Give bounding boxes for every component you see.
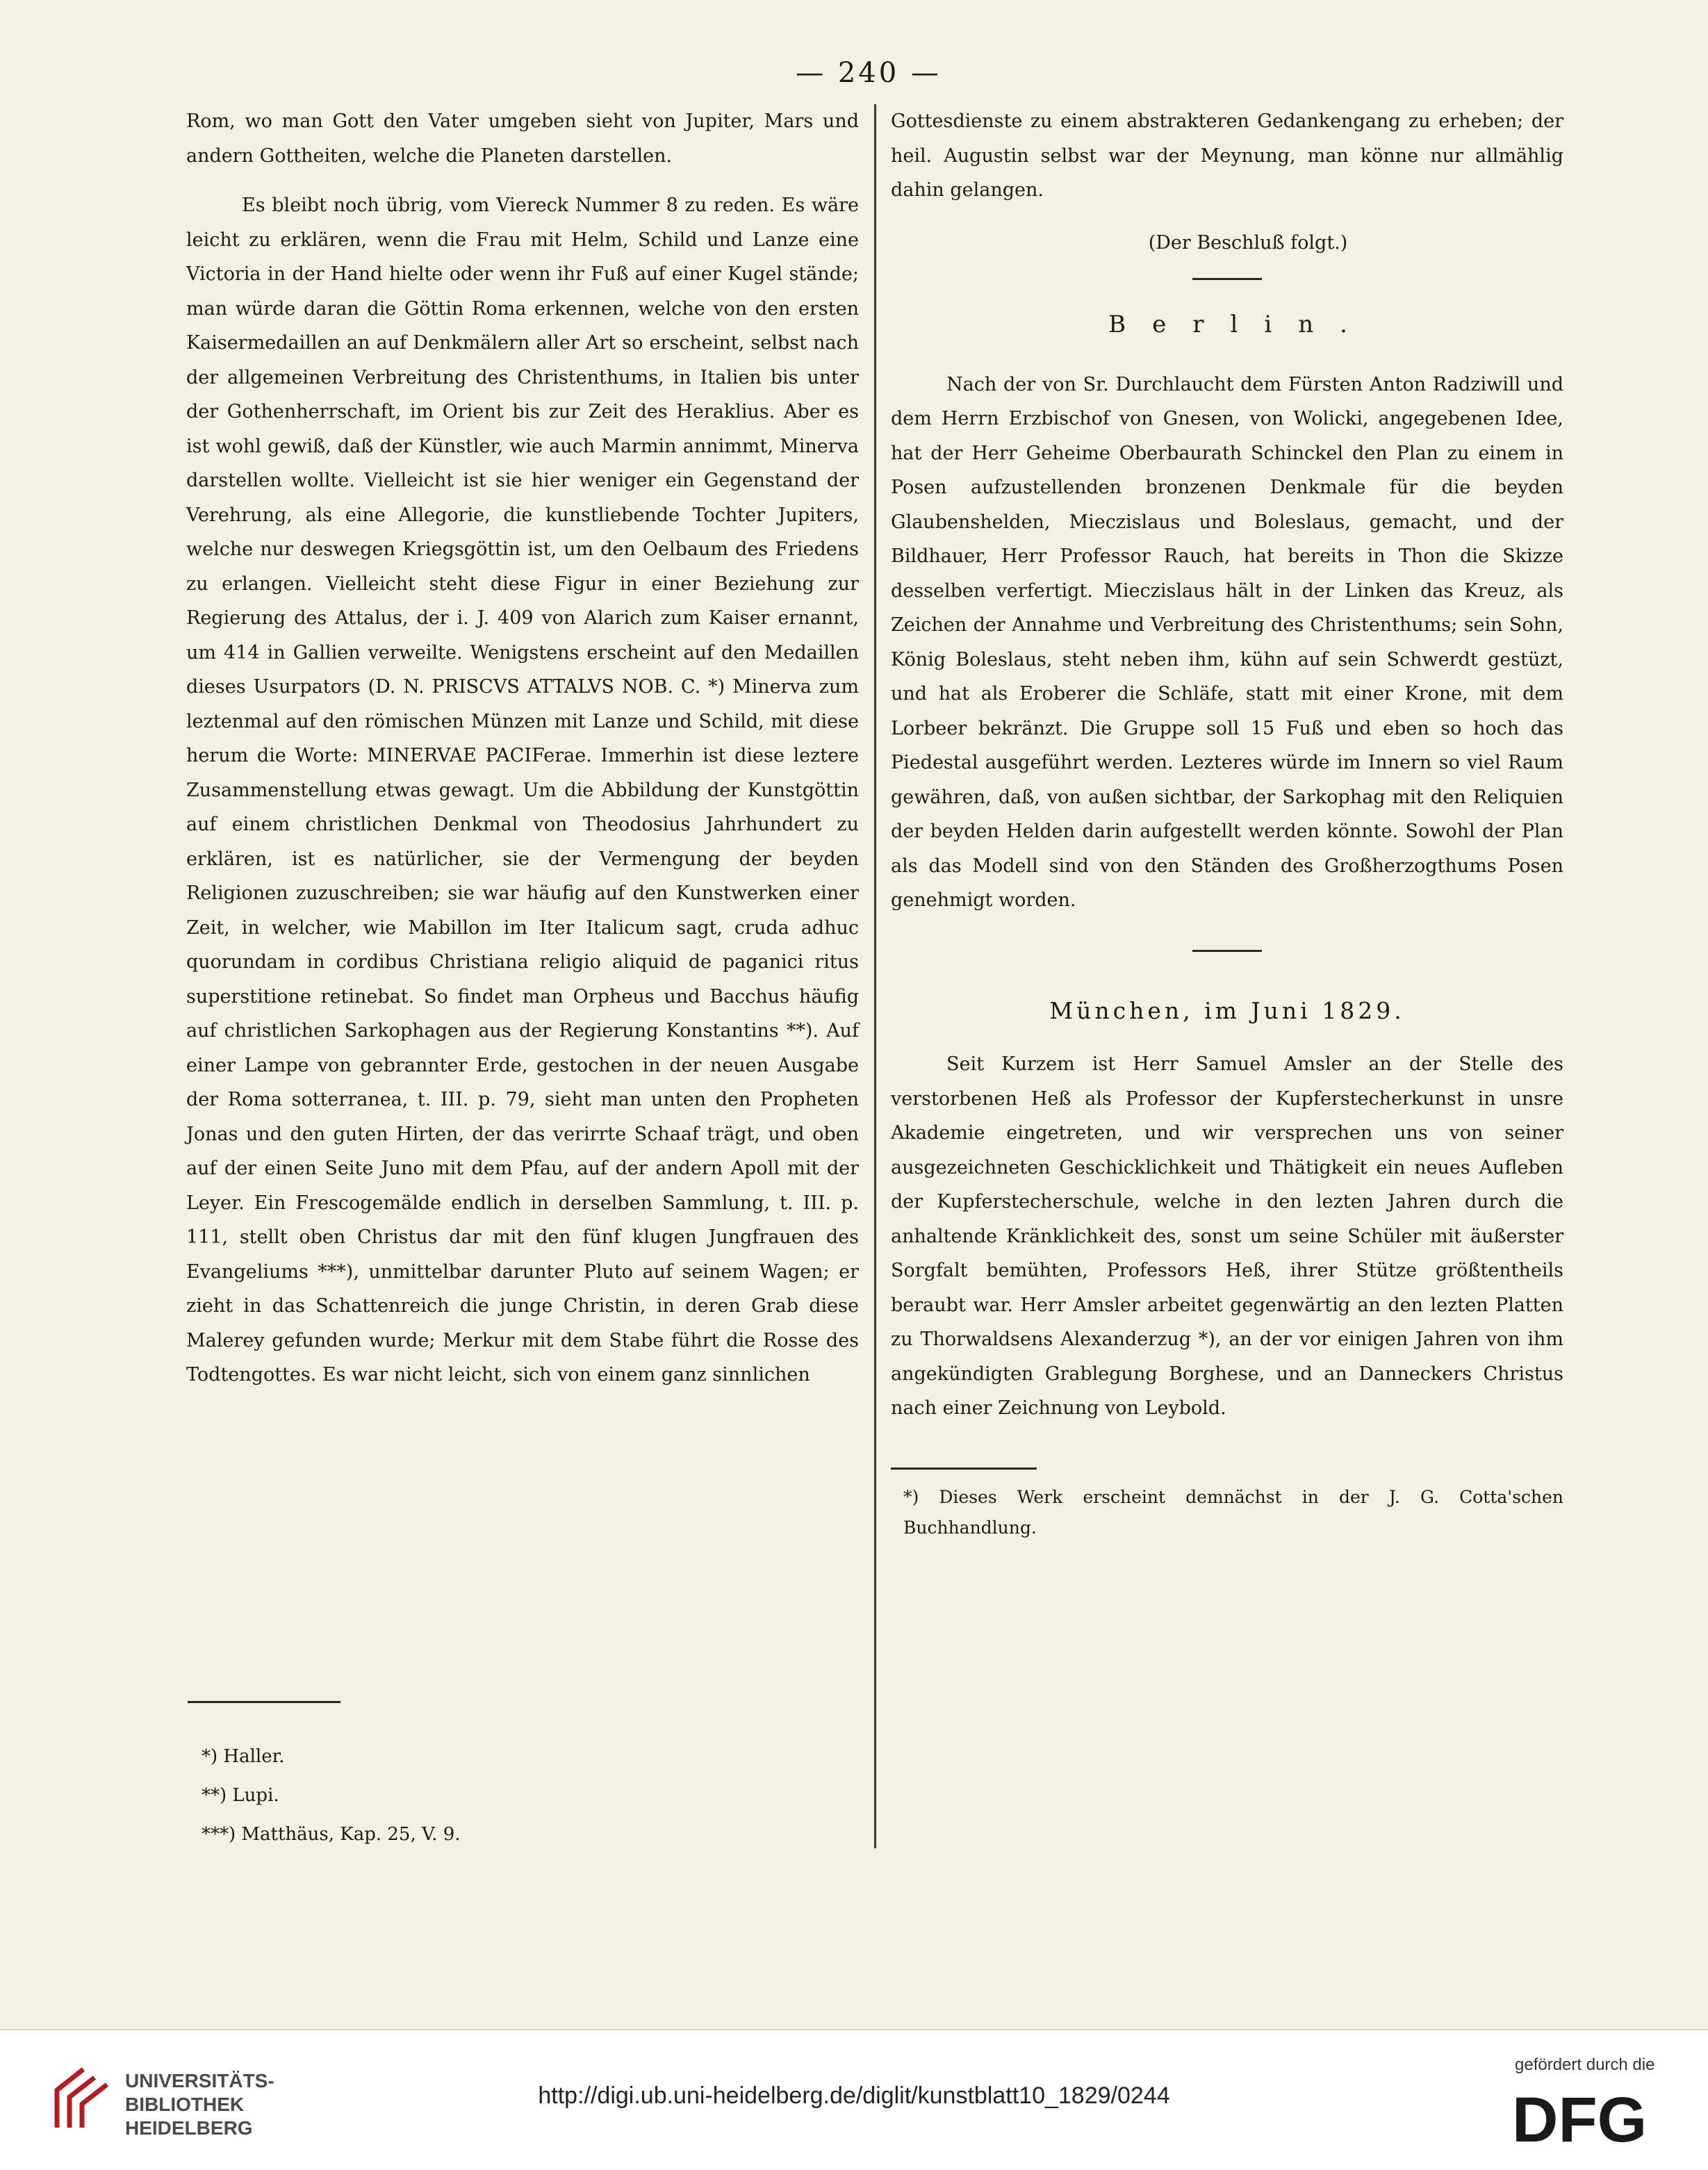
footnote-rule-left — [188, 1701, 340, 1703]
permalink-url[interactable]: http://digi.ub.uni-heidelberg.de/diglit/kunstblatt10_1829/0244 — [538, 2082, 1170, 2109]
dfg-logo-icon — [1512, 2089, 1686, 2147]
heading-munich: München, im Juni 1829. — [1049, 996, 1405, 1024]
left-column — [186, 104, 859, 1392]
left-paragraph-1: Rom, wo man Gott den Vater umgeben sieht von Jupiter, Mars und andern Gottheiten, welche die Planeten darstellen. — [186, 110, 859, 167]
footnote-lupi: **) Lupi. — [202, 1785, 279, 1806]
column-divider — [874, 104, 876, 1848]
munich-article: Seit Kurzem ist Herr Samuel Amsler an der Stelle des verstorbenen Heß als Professor der Kupferstecherkunst in unsre Akademie eingetreten, und wir versprechen uns von seiner ausgezeichneten Geschicklichkeit und Thätigkeit ein neues Aufleben der Kupferstecherschule, welche in den lezten Jahren durch die anhaltende Kränklichkeit des, sonst um seine Schüler mit äußerster Sorgfalt bemühten, Professors Heß, ihrer Stütze größtentheils beraubt war. Herr Amsler arbeitet gegenwärtig an den lezten Platten zu Thorwaldsens Alexanderzug *), an der vor einigen Jahren von ihm angekündigten Grablegung Borghese, und an Danneckers Christus nach einer Zeichnung von Leybold. — [891, 1053, 1563, 1419]
footnote-haller: *) Haller. — [202, 1746, 285, 1767]
left-footnotes — [202, 1737, 461, 1854]
section-separator — [1192, 278, 1262, 280]
right-continuation: Gottesdienste zu einem abstrakteren Gedankengang zu erheben; der heil. Augustin selbst war der Meynung, man könne nur allmählig dahin gelangen. — [891, 110, 1563, 201]
section-separator — [1192, 950, 1262, 952]
funded-by-label: gefördert durch die — [1515, 2055, 1655, 2074]
right-column — [891, 104, 1563, 1543]
left-paragraph-2: Es bleibt noch übrig, vom Viereck Nummer 8 zu reden. Es wäre leicht zu erklären, wenn die Frau mit Helm, Schild und Lanze eine Victoria in der Hand hielte oder wenn ihr Fuß auf einer Kugel stände; man würde daran die Göttin Roma erkennen, welche von den ersten Kaisermedaillen an auf Denkmälern aller Art so erscheint, selbst nach der allgemeinen Verbreitung des Christenthums, in Italien bis unter der Gothenherrschaft, im Orient bis zur Zeit des Heraklius. Aber es ist wohl gewiß, daß der Künstler, wie auch Marmin annimmt, Minerva darstellen wollte. Vielleicht ist sie hier weniger ein Gegenstand der Verehrung, als eine Allegorie, die kunstliebende Tochter Jupiters, welche nur deswegen Kriegsgöttin ist, um den Oelbaum des Friedens zu erlangen. Vielleicht steht diese Figur in einer Beziehung zur Regierung des Attalus, der i. J. 409 von Alarich zum Kaiser ernannt, um 414 in Gallien verweilte. Wenigstens erscheint auf den Medaillen dieses Usurpators (D. N. PRISCVS ATTALVS NOB. C. *) Minerva zum leztenmal auf den römischen Münzen mit Lanze und Schild, mit diese herum die Worte: MINERVAE PACIFerae. Immerhin ist diese leztere Zusammenstellung etwas gewagt. Um die Abbildung der Kunstgöttin auf einem christlichen Denkmal von Theodosius Jahrhundert zu erklären, ist es natürlicher, sie der Vermengung der beyden Religionen zuzuschreiben; sie war häufig auf den Kunstwerken einer Zeit, in welcher, wie Mabillon im Iter Italicum sagt, cruda adhuc quorundam in cordibus Christiana religio aliquid de paganici ritus superstitione retinebat. So findet man Orpheus und Bacchus häufig auf christlichen Sarkophagen aus der Regierung Konstantins **). Auf einer Lampe von gebrannter Erde, gestochen in der neuen Ausgabe der Roma sotterranea, t. III. p. 79, sieht man unten den Propheten Jonas und den guten Hirten, der das verirrte Schaaf trägt, und oben auf der einen Seite Juno mit dem Pfau, auf der andern Apoll mit der Leyer. Ein Frescogemälde endlich in derselben Sammlung, t. III. p. 111, stellt oben Christus dar mit den fünf klugen Jungfrauen des Evangeliums ***), unmittelbar darunter Pluto auf seinem Wagen; er zieht in das Schattenreich die junge Christin, in deren Grab diese Malerey gefunden wurde; Merkur mit dem Stabe führt die Rosse des Todtengottes. Es war nicht leicht, sich von einem ganz sinnlichen — [186, 195, 859, 1386]
library-name-line2: BIBLIOTHEK — [125, 2094, 245, 2115]
dfg-logo-text: DFG — [1512, 2089, 1648, 2147]
page-number: — 240 — — [796, 57, 942, 89]
library-name-line1: UNIVERSITÄTS- — [125, 2070, 274, 2091]
footnote-rule-right — [891, 1468, 1037, 1470]
footnote-cotta: *) Dieses Werk erscheint demnächst in der J. G. Cotta'schen Buchhandlung. — [903, 1486, 1563, 1538]
berlin-article: Nach der von Sr. Durchlaucht dem Fürsten Anton Radziwill und dem Herrn Erzbischof von Gnesen, von Wolicki, angegebenen Idee, hat der Herr Geheime Oberbaurath Schinckel den Plan zu einem in Posen aufzustellenden bronzenen Denkmale für die beyden Glaubenshelden, Mieczislaus und Boleslaus, gemacht, und der Bildhauer, Herr Professor Rauch, hat bereits in Thon die Skizze desselben verfertigt. Mieczislaus hält in der Linken das Kreuz, als Zeichen der Annahme und Verbreitung des Christenthums; sein Sohn, König Boleslaus, steht neben ihm, kühn auf sein Schwerdt gestüzt, und hat als Eroberer die Schläfe, statt mit einer Krone, mit dem Lorbeer bekränzt. Die Gruppe soll 15 Fuß und eben so hoch das Piedestal ausgeführt werden. Lezteres würde im Innern so viel Raum gewähren, daß, von außen sichtbar, der Sarkophag mit den Reliquien der beyden Helden darin aufgestellt werden könnte. Sowohl der Plan als das Modell sind von den Ständen des Großherzogthums Posen genehmigt worden. — [891, 373, 1563, 911]
heading-berlin: Berlin. — [1108, 311, 1374, 338]
footnote-matthaeus: ***) Matthäus, Kap. 25, V. 9. — [202, 1824, 461, 1845]
library-name-line3: HEIDELBERG — [125, 2117, 253, 2139]
to-be-continued-note: (Der Beschluß folgt.) — [1148, 231, 1348, 254]
digitization-footer — [0, 2029, 1708, 2170]
